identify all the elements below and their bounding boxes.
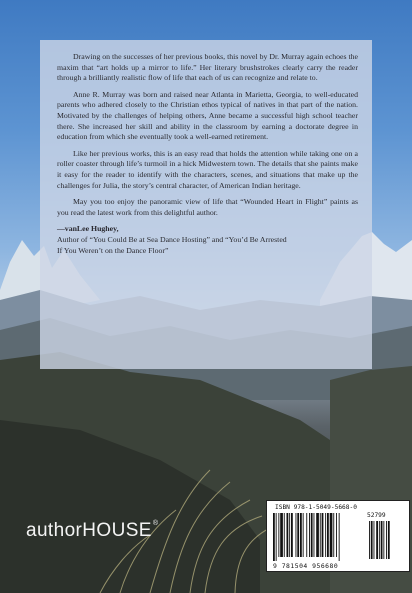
barcode-bars — [273, 513, 405, 561]
blurb-paragraph-1: Drawing on the successes of her previous books, this novel by Dr. Murray again echoes the maxim that “art holds up a mirror to life.” Her literary brushstrokes clearly carry the reader through a brilliantly realistic flow of life that each of us can recognize and relate to. — [57, 52, 358, 83]
blurb-panel — [40, 40, 372, 369]
blurb-paragraph-4: May you too enjoy the panoramic view of life that “Wounded Heart in Flight” paints as you read the latest work from this delightful author. — [57, 197, 358, 217]
endorser-name: —vanLee Hughey, — [57, 224, 119, 234]
endorser-credit-line-1: Author of “You Could Be at Sea Dance Hosting” and “You’d Be Arrested — [57, 234, 287, 244]
registered-mark: ® — [152, 520, 159, 527]
publisher-logo — [26, 520, 158, 542]
price-code: 52799 — [367, 512, 386, 519]
blurb-paragraph-3: Like her previous works, this is an easy read that holds the attention while taking one on a roller coaster through life’s turmoil in a hick Midwestern town. The details that she paints make it easy for the reader to identify with the characters, scenes, and situations that make up the challenges for Julia, the story’s central character, of American Indian heritage. — [57, 148, 358, 190]
isbn-number: ISBN 978-1-5049-5668-0 — [275, 504, 357, 511]
publisher-logo-lower: author — [26, 520, 83, 541]
barcode-digits: 9 781504 956680 — [273, 562, 339, 570]
blurb-paragraph-2: Anne R. Murray was born and raised near Atlanta in Marietta, Georgia, to well-educated parents who adhered closely to the Christian ethos typical of natives in that part of the nation. Motivated by the challenges of helping others, Anne became a successful high school teacher there. She increased her skill and ability in the classroom by earning a doctorate degree in education from which she eventually took a well-earned retirement. — [57, 89, 358, 142]
publisher-logo-upper: HOUSE — [82, 520, 152, 541]
isbn-barcode — [266, 500, 410, 572]
endorser-credit-line-2: If You Weren’t on the Dance Floor” — [57, 245, 169, 255]
